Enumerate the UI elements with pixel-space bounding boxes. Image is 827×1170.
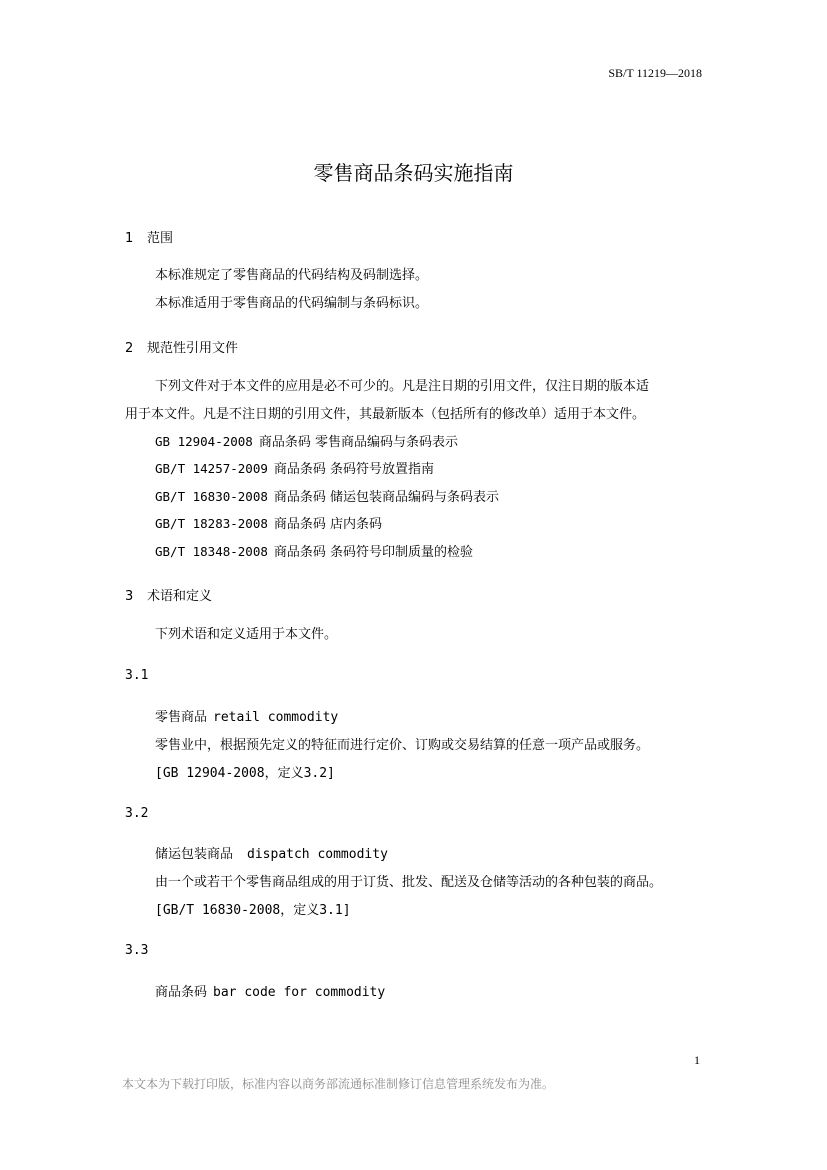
clause-number: 3.3 <box>125 943 149 958</box>
section-title: 术语和定义 <box>147 589 213 604</box>
term-definition: 由一个或若干个零售商品组成的用于订货、批发、配送及仓储等活动的各种包装的商品。 <box>155 875 663 890</box>
reference-code: GB/T 14257-2009 <box>155 461 268 476</box>
term-heading <box>155 706 338 725</box>
normative-reference <box>155 513 382 532</box>
term-english: dispatch commodity <box>247 847 388 862</box>
section-3-heading <box>125 585 212 604</box>
page-number: 1 <box>694 1053 700 1067</box>
term-english: bar code for commodity <box>213 985 386 1000</box>
section-title: 规范性引用文件 <box>147 341 239 356</box>
term-chinese: 储运包装商品 <box>155 847 234 862</box>
term-heading <box>155 843 388 862</box>
reference-code: GB 12904-2008 <box>155 434 253 449</box>
normative-reference <box>155 541 473 560</box>
section-1-heading <box>125 227 173 246</box>
term-english: retail commodity <box>213 710 339 725</box>
term-definition: 零售业中，根据预先定义的特征而进行定价、订购或交易结算的任意一项产品或服务。 <box>155 738 650 753</box>
clause-number: 3.2 <box>125 806 149 821</box>
normative-reference <box>155 431 458 450</box>
normative-reference <box>155 458 434 477</box>
reference-code: GB/T 18283-2008 <box>155 516 268 531</box>
reference-title: 商品条码 条码符号放置指南 <box>273 462 435 477</box>
footer-note: 本文本为下载打印版，标准内容以商务部流通标准制修订信息管理系统发布为准。 <box>122 1077 555 1091</box>
standard-code: SB/T 11219—2018 <box>608 66 702 80</box>
term-source: [GB 12904-2008，定义3.2] <box>155 766 335 781</box>
normative-reference <box>155 486 499 505</box>
reference-title: 商品条码 店内条码 <box>273 517 383 532</box>
term-chinese: 商品条码 <box>155 985 208 1000</box>
section-number: 1 <box>125 231 134 246</box>
paragraph: 下列文件对于本文件的应用是必不可少的。凡是注日期的引用文件，仅注日期的版本适 <box>155 379 650 394</box>
paragraph: 用于本文件。凡是不注日期的引用文件，其最新版本（包括所有的修改单）适用于本文件。 <box>125 407 646 422</box>
section-number: 2 <box>125 341 134 356</box>
document-title: 零售商品条码实施指南 <box>313 161 514 185</box>
section-2-heading <box>125 337 238 356</box>
reference-code: GB/T 16830-2008 <box>155 489 268 504</box>
reference-title: 商品条码 零售商品编码与条码表示 <box>258 435 458 450</box>
term-chinese: 零售商品 <box>155 710 208 725</box>
paragraph: 下列术语和定义适用于本文件。 <box>155 627 338 642</box>
section-number: 3 <box>125 589 134 604</box>
paragraph: 本标准适用于零售商品的代码编制与条码标识。 <box>155 296 429 311</box>
clause-number: 3.1 <box>125 668 149 683</box>
paragraph: 本标准规定了零售商品的代码结构及码制选择。 <box>155 268 429 283</box>
term-heading <box>155 981 385 1000</box>
reference-title: 商品条码 储运包装商品编码与条码表示 <box>273 490 500 505</box>
section-title: 范围 <box>147 231 174 246</box>
reference-code: GB/T 18348-2008 <box>155 544 268 559</box>
term-source: [GB/T 16830-2008，定义3.1] <box>155 903 351 918</box>
reference-title: 商品条码 条码符号印制质量的检验 <box>273 545 474 560</box>
